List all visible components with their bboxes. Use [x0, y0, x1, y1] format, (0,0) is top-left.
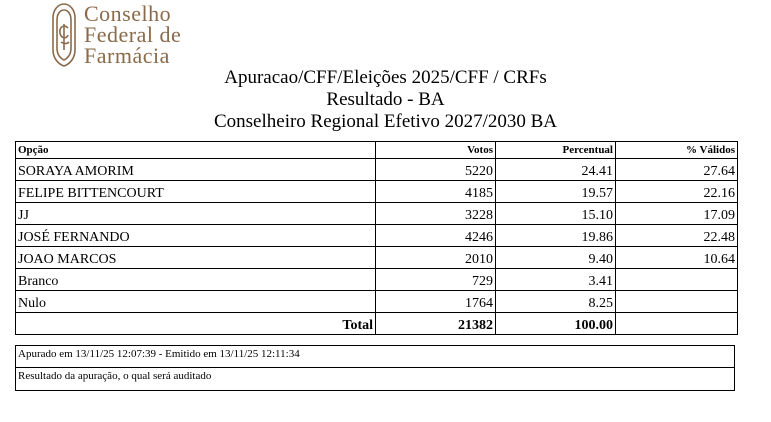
- cell-validos: [616, 291, 738, 313]
- column-header-opcao: Opção: [16, 142, 376, 159]
- table-header-row: [16, 142, 738, 159]
- cell-opcao: JOSÉ FERNANDO: [16, 225, 376, 247]
- results-table: [15, 141, 738, 335]
- column-header-percentual: Percentual: [496, 142, 616, 159]
- cff-logo: [48, 2, 208, 68]
- table-row: [16, 181, 738, 203]
- cell-opcao: Nulo: [16, 291, 376, 313]
- table-row: [16, 159, 738, 181]
- cell-opcao: JOAO MARCOS: [16, 247, 376, 269]
- table-total-row: [16, 313, 738, 335]
- table-row: [16, 247, 738, 269]
- table-row: [16, 203, 738, 225]
- footer-timestamp: Apurado em 13/11/25 12:07:39 - Emitido em 13/11/25 12:11:34: [15, 345, 735, 368]
- cell-votos: 4185: [376, 181, 496, 203]
- cell-validos: 22.48: [616, 225, 738, 247]
- report-title: Apuracao/CFF/Eleições 2025/CFF / CRFs: [224, 67, 547, 88]
- column-header-votos: Votos: [376, 142, 496, 159]
- cell-percentual: 19.86: [496, 225, 616, 247]
- cell-votos: 729: [376, 269, 496, 291]
- total-label: Total: [16, 313, 376, 335]
- cell-percentual: 19.57: [496, 181, 616, 203]
- cell-validos: [616, 269, 738, 291]
- logo-line-2: Federal de: [84, 22, 182, 47]
- cell-percentual: 24.41: [496, 159, 616, 181]
- cell-opcao: JJ: [16, 203, 376, 225]
- cell-opcao: Branco: [16, 269, 376, 291]
- cell-votos: 5220: [376, 159, 496, 181]
- cell-validos: 10.64: [616, 247, 738, 269]
- column-header-validos: % Válidos: [616, 142, 738, 159]
- logo-line-3: Farmácia: [84, 43, 170, 68]
- cell-validos: 22.16: [616, 181, 738, 203]
- cff-emblem-icon: [48, 2, 80, 68]
- total-votos: 21382: [376, 313, 496, 335]
- cell-opcao: SORAYA AMORIM: [16, 159, 376, 181]
- cell-votos: 2010: [376, 247, 496, 269]
- report-subtitle: Resultado - BA: [326, 89, 445, 110]
- report-election: Conselheiro Regional Efetivo 2027/2030 BA: [213, 111, 557, 132]
- cell-percentual: 15.10: [496, 203, 616, 225]
- total-percentual: 100.00: [496, 313, 616, 335]
- logo-line-1: Conselho: [84, 1, 172, 26]
- cell-percentual: 3.41: [496, 269, 616, 291]
- table-row: [16, 291, 738, 313]
- cell-votos: 3228: [376, 203, 496, 225]
- cell-validos: 27.64: [616, 159, 738, 181]
- cell-opcao: FELIPE BITTENCOURT: [16, 181, 376, 203]
- cell-percentual: 9.40: [496, 247, 616, 269]
- logo-wordmark: [84, 3, 181, 66]
- cell-votos: 1764: [376, 291, 496, 313]
- total-validos-empty: [616, 313, 738, 335]
- table-row: [16, 269, 738, 291]
- cell-votos: 4246: [376, 225, 496, 247]
- cell-validos: 17.09: [616, 203, 738, 225]
- report-header: [0, 67, 771, 133]
- table-row: [16, 225, 738, 247]
- footer-note: Resultado da apuração, o qual será auditado: [15, 367, 735, 391]
- cell-percentual: 8.25: [496, 291, 616, 313]
